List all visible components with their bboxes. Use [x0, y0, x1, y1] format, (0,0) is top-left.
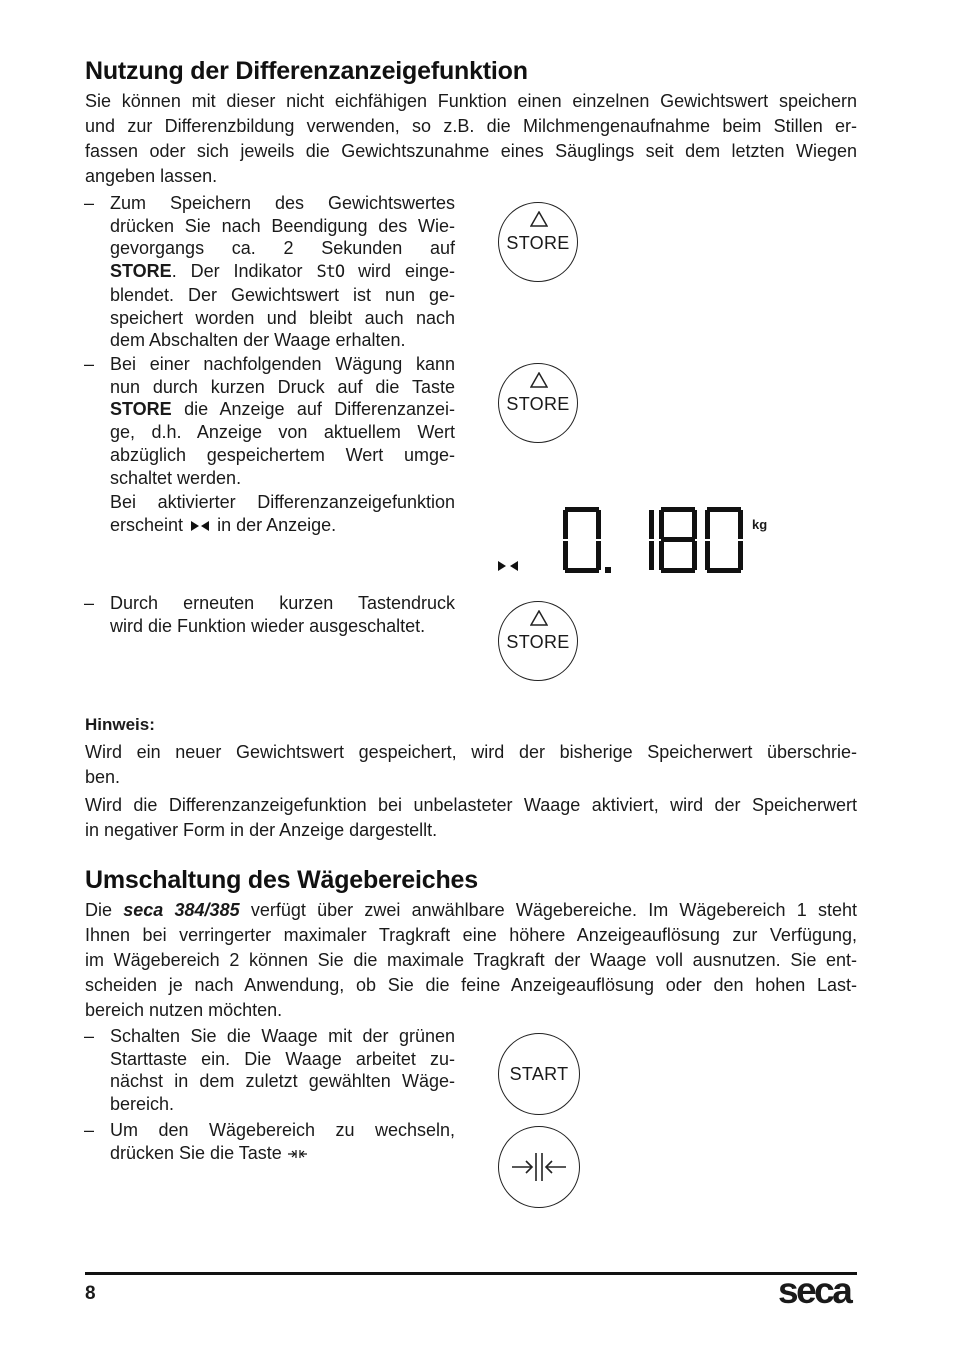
- bullet-text: in der Anzeige.: [217, 514, 337, 535]
- bullet-store-off: [84, 592, 455, 637]
- bullet-line: Durch erneuten kurzen Tastendruck: [110, 593, 455, 613]
- bullet-dash: –: [84, 1026, 95, 1046]
- intro-text: verfügt über zwei anwählbare Wägebereiche. Im Wägebereich 1 steht: [250, 900, 857, 920]
- bullet-line: blendet. Der Gewichtswert ist nun ge-: [110, 284, 455, 305]
- store-button[interactable]: [498, 601, 578, 681]
- bullet-start: [84, 1025, 455, 1116]
- bullet-dash: –: [84, 354, 95, 374]
- note-line: Wird ein neuer Gewichtswert gespeichert, wird der bisherige Speicherwert überschrie-: [85, 742, 857, 762]
- bullet-line: Schalten Sie die Waage mit der grünen: [110, 1026, 455, 1046]
- intro-line: und zur Differenzbildung verwenden, so z.B. die Milchmengenaufnahme beim Stillen er-: [85, 116, 857, 136]
- intro-line: angeben lassen.: [85, 166, 218, 186]
- bullet-line: bereich.: [110, 1094, 175, 1115]
- intro-line: fassen oder sich jeweils die Gewichtszunahme eines Säuglings seit dem letzten Wiegen: [85, 141, 857, 161]
- display-value: [561, 505, 751, 575]
- intro-line: im Wägebereich 2 können Sie die maximale Tragkraft der Waage voll ausnutzen. Sie ent-: [85, 950, 857, 970]
- intro-line: Sie können mit dieser nicht eichfähigen Funktion einen einzelnen Gewichtswert speichern: [85, 91, 857, 111]
- bullet-line: abzüglich gespeichertem Wert umge-: [110, 444, 455, 465]
- bullet-line: dem Abschalten der Waage erhalten.: [110, 330, 406, 351]
- start-button-label: START: [509, 1064, 569, 1084]
- store-keyword: STORE: [110, 399, 172, 420]
- bullet-text: drücken Sie die Taste: [110, 1142, 282, 1163]
- bullet-line: drücken Sie nach Beendigung des Wie-: [110, 215, 455, 236]
- section-title-waegebereich: Umschaltung des Wägebereiches: [85, 866, 478, 894]
- bullet-line: Zum Speichern des Gewichtswertes: [110, 193, 455, 213]
- bullet-dash: –: [84, 193, 95, 213]
- bullet-dash: –: [84, 593, 95, 613]
- intro-line: bereich nutzen möchten.: [85, 1000, 283, 1020]
- bullet-line: [110, 514, 455, 537]
- bullet-line: ge, d.h. Anzeige von aktuellem Wert: [110, 422, 455, 443]
- footer-rule: [85, 1272, 857, 1275]
- bullet-line: [110, 260, 455, 284]
- range-switch-button[interactable]: [498, 1126, 580, 1208]
- intro-line: scheiden je nach Anwendung, ob Sie die feine Anzeigeauflösung oder den hohen Last-: [85, 975, 857, 995]
- store-button-label: STORE: [506, 394, 570, 414]
- display-unit: kg: [752, 517, 768, 532]
- model-name: seca 384/385: [123, 900, 240, 920]
- store-keyword: STORE: [110, 261, 172, 282]
- section2-intro: [85, 898, 857, 1023]
- bullet-line: Bei aktivierter Differenzanzeigefunktion: [110, 492, 455, 513]
- bullet-line: nun durch kurzen Druck auf die Taste: [110, 376, 455, 397]
- bullet-text: erscheint: [110, 514, 184, 535]
- bullet-store-save: [84, 192, 455, 352]
- store-button[interactable]: [498, 363, 578, 443]
- note-line: ben.: [85, 767, 121, 787]
- difference-indicator-icon: [190, 520, 210, 532]
- bullet-line: schaltet werden.: [110, 467, 242, 488]
- scale-display: [497, 500, 777, 580]
- bullet-line: Bei einer nachfolgenden Wägung kann: [110, 354, 455, 374]
- page-number: 8: [85, 1283, 96, 1304]
- intro-line: [85, 898, 857, 923]
- note-line: Wird die Differenzanzeigefunktion bei unbelasteter Waage aktiviert, wird der Speicherwert: [85, 795, 857, 815]
- store-button-label: STORE: [506, 632, 570, 652]
- note-heading: Hinweis:: [85, 715, 155, 734]
- difference-indicator-icon: [497, 560, 519, 572]
- bullet-line: [110, 1142, 455, 1165]
- section-title-differenzanzeige: Nutzung der Differenzanzeigefunktion: [85, 57, 528, 85]
- triangle-up-icon: [530, 211, 548, 227]
- brand-logo: seca: [778, 1270, 851, 1311]
- bullet-line: Starttaste ein. Die Waage arbeitet zu-: [110, 1048, 455, 1069]
- range-switch-icon: [509, 1151, 569, 1183]
- bullet-line: Um den Wägebereich zu wechseln,: [110, 1120, 455, 1140]
- note-line: in negativer Form in der Anzeige dargestellt.: [85, 820, 438, 840]
- bullet-text: . Der Indikator: [171, 261, 303, 282]
- bullet-text: die Anzeige auf Differenzanzei-: [184, 399, 455, 420]
- triangle-up-icon: [530, 610, 548, 626]
- store-button-label: STORE: [506, 233, 570, 253]
- intro-line: Ihnen bei verringerter maximaler Tragkraft eine höhere Anzeigeauflösung zur Verfügung,: [85, 925, 857, 945]
- intro-text: Die: [85, 900, 113, 920]
- bullet-line: wird die Funktion wieder ausgeschaltet.: [110, 615, 426, 636]
- bullet-line: nächst in dem zuletzt gewählten Wäge-: [110, 1071, 455, 1092]
- bullet-dash: –: [84, 1120, 95, 1140]
- range-switch-icon: [287, 1147, 309, 1161]
- bullet-line: gevorgangs ca. 2 Sekunden auf: [110, 238, 455, 259]
- bullet-range-switch: [84, 1119, 455, 1164]
- bullet-store-difference: [84, 353, 455, 537]
- sto-indicator: StO: [316, 262, 345, 283]
- section1-intro: [85, 89, 857, 189]
- start-button[interactable]: [498, 1033, 580, 1115]
- store-button[interactable]: [498, 202, 578, 282]
- bullet-line: speichert worden und bleibt auch nach: [110, 307, 455, 328]
- bullet-text: wird einge-: [358, 261, 455, 282]
- triangle-up-icon: [530, 372, 548, 388]
- bullet-line: [110, 398, 455, 421]
- note-body: [85, 740, 857, 843]
